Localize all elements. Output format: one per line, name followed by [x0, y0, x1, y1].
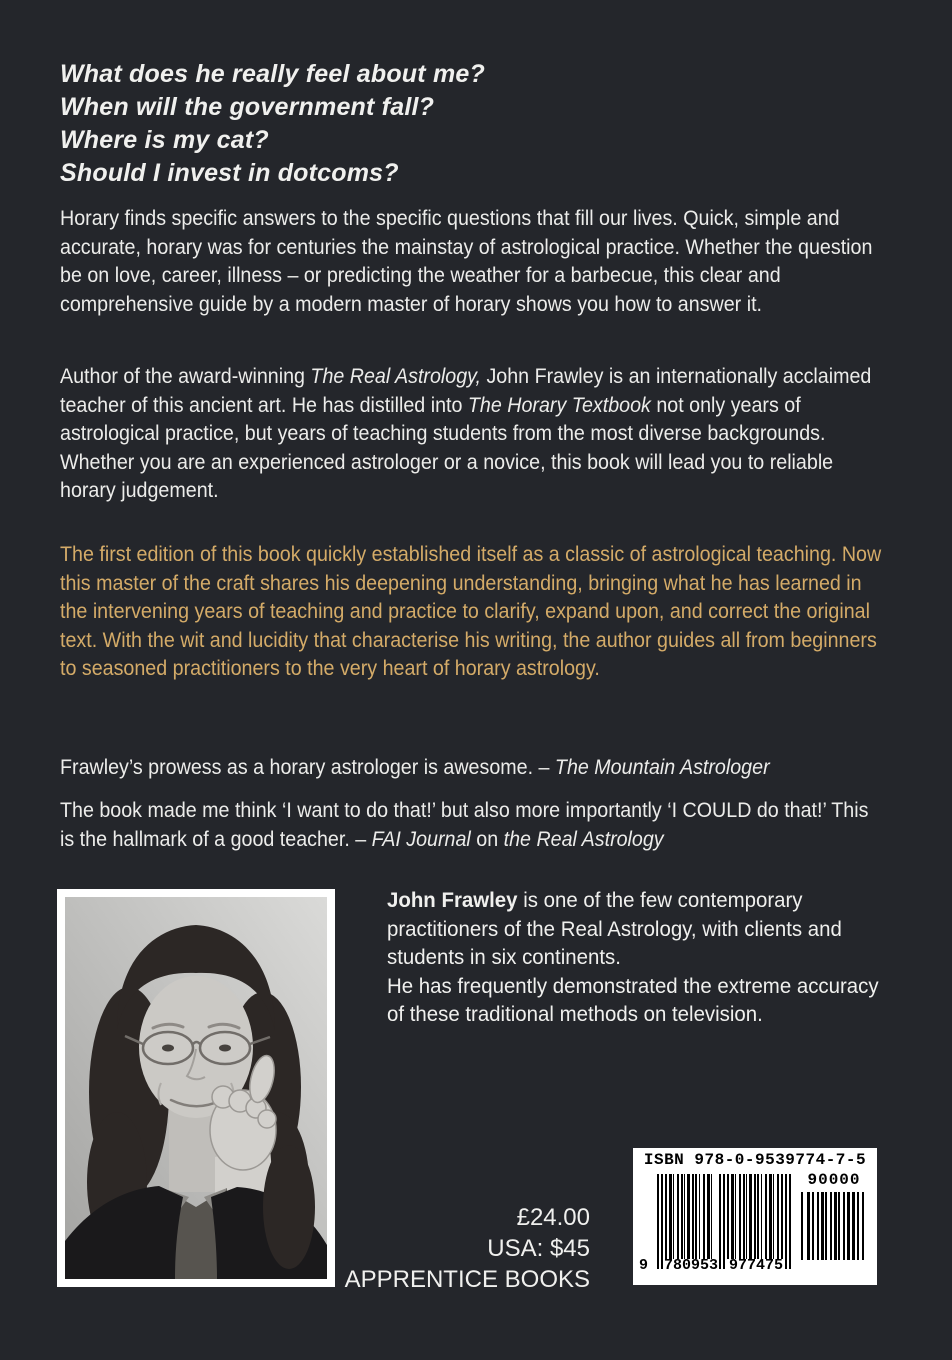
author-paragraph-text: John Frawley is an internationally acclaimed teacher of this ancient art. He has distilled into — [60, 364, 872, 417]
quote-source: FAI Journal — [371, 826, 471, 851]
author-paragraph-text: not only years of astrological practice, but years of teaching students from the most diverse backgrounds. Whether you are an experienced astrologer or a novice, this book will lead you to reliable horary judgement. — [60, 392, 834, 503]
quote-source-title: the Real Astrology — [503, 826, 664, 851]
barcode-digit-group: 9 — [639, 1257, 649, 1274]
quote-source: The Mountain Astrologer — [554, 755, 770, 779]
review-quote-1 — [60, 753, 884, 782]
price-usa: USA: $45 — [487, 1235, 590, 1262]
book-title-real-astrology: The Real Astrology, — [310, 364, 482, 388]
quote-text: on — [470, 826, 504, 851]
isbn-barcode — [633, 1148, 877, 1285]
headline-questions — [60, 58, 485, 190]
author-paragraph — [60, 362, 884, 505]
author-bio-paragraph — [387, 886, 900, 972]
publisher-name: APPRENTICE BOOKS — [344, 1266, 590, 1293]
author-bio — [387, 886, 900, 1029]
isbn-number: ISBN 978-0-9539774-7-5 — [643, 1151, 867, 1169]
author-bio-paragraph: He has frequently demonstrated the extreme accuracy of these traditional methods on television. — [387, 973, 879, 1027]
headline-question-line: Should I invest in dotcoms? — [60, 159, 399, 187]
quote-text: The book made me think ‘I want to do that!’ but also more importantly ‘I COULD do that!’ This is the hallmark of a good teacher. – — [60, 798, 869, 851]
headline-question-line: What does he really feel about me? — [60, 60, 485, 88]
edition-paragraph: The first edition of this book quickly established itself as a classic of astrological teaching. Now this master of the craft shares his deepening understanding, bringing what he has learned in the intervening years of teaching and practice to clarify, expand upon, and correct the original text. With the wit and lucidity that characterise his writing, the author guides all from beginners to seasoned practitioners to the very heart of horary astrology. — [60, 542, 882, 681]
author-bio-text: is one of the few contemporary practitioners of the Real Astrology, with clients and students in six continents. — [387, 888, 842, 970]
pricing-block — [260, 1202, 590, 1295]
review-quote-2 — [60, 796, 884, 853]
barcode-digit-group: 780953 — [663, 1257, 718, 1274]
author-name: John Frawley — [387, 888, 518, 912]
headline-question-line: When will the government fall? — [60, 93, 435, 121]
barcode-digit-group: 977475 — [728, 1257, 783, 1274]
headline-question-line: Where is my cat? — [60, 126, 269, 154]
barcode-supplement: 90000 — [807, 1171, 861, 1189]
author-paragraph-text: Author of the award-winning — [60, 364, 311, 388]
book-title-horary-textbook: The Horary Textbook — [467, 392, 651, 417]
price-gbp: £24.00 — [516, 1204, 590, 1231]
intro-paragraph: Horary finds specific answers to the specific questions that fill our lives. Quick, simple and accurate, horary was for centuries the mainstay of astrological practice. Whether the question be on love, career, illness – or predicting the weather for a barbecue, this clear and comprehensive guide by a modern master of horary shows you how to answer it. — [60, 206, 873, 316]
quote-text: Frawley’s prowess as a horary astrologer is awesome. – — [60, 755, 555, 779]
